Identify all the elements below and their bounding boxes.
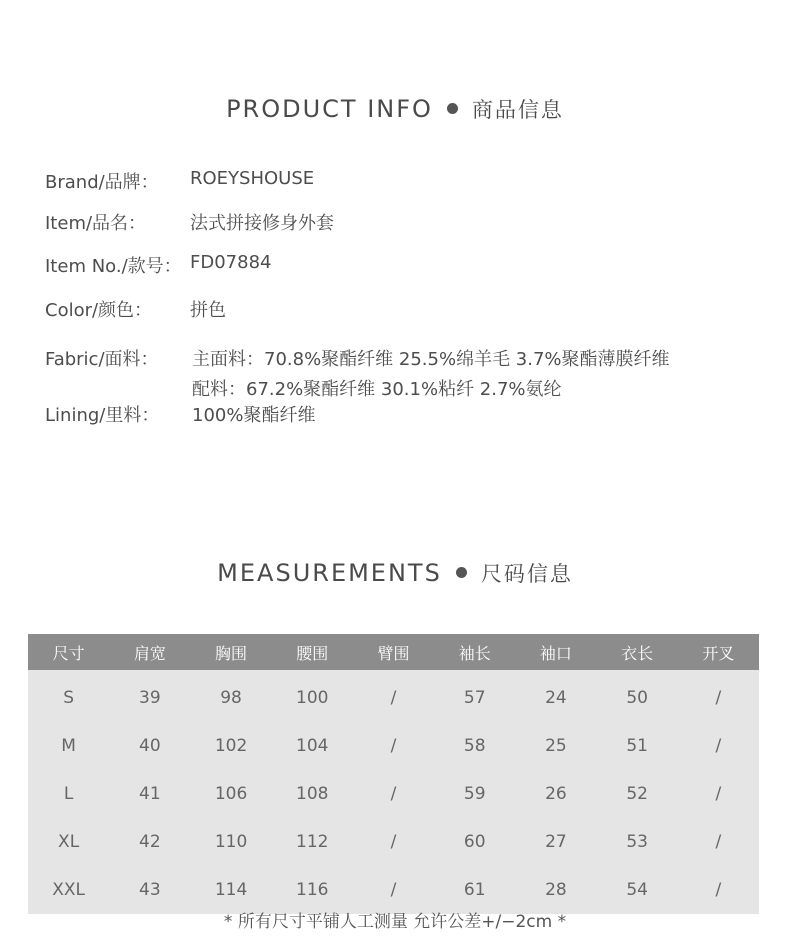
- table-cell: /: [353, 770, 434, 818]
- table-cell: XL: [28, 818, 109, 866]
- info-label: Item/品名：: [45, 213, 147, 234]
- measurements-title-en: MEASUREMENTS: [217, 559, 442, 587]
- measurements-title: [0, 558, 790, 588]
- table-cell: /: [678, 670, 759, 722]
- table-cell: 40: [109, 722, 190, 770]
- fabric-secondary: 配料：67.2%聚酯纤维 30.1%粘纤 2.7%氨纶: [192, 379, 562, 400]
- col-header-shoulder: 肩宽: [109, 634, 190, 670]
- table-row: [28, 818, 759, 866]
- table-cell: /: [353, 818, 434, 866]
- info-label: Fabric/面料：: [45, 349, 159, 370]
- table-cell: 57: [434, 670, 515, 722]
- measurement-note: * 所有尺寸平铺人工测量 允许公差+/−2cm *: [223, 912, 567, 932]
- table-row: [28, 722, 759, 770]
- table-cell: 24: [515, 670, 596, 722]
- info-label: Color/颜色：: [45, 300, 153, 321]
- table-cell: /: [678, 722, 759, 770]
- table-cell: 27: [515, 818, 596, 866]
- table-cell: 25: [515, 722, 596, 770]
- table-cell: 28: [515, 866, 596, 914]
- table-cell: 53: [597, 818, 678, 866]
- table-cell: M: [28, 722, 109, 770]
- info-label: Brand/品牌：: [45, 172, 159, 193]
- table-cell: 50: [597, 670, 678, 722]
- table-cell: 114: [190, 866, 271, 914]
- info-label: Lining/里料：: [45, 405, 160, 426]
- table-cell: /: [353, 866, 434, 914]
- col-header-chest: 胸围: [190, 634, 271, 670]
- measurements-title-cn: 尺码信息: [480, 562, 573, 586]
- table-cell: 61: [434, 866, 515, 914]
- table-cell: 104: [272, 722, 353, 770]
- col-header-length: 衣长: [597, 634, 678, 670]
- col-header-sleeve-length: 袖长: [434, 634, 515, 670]
- table-cell: /: [353, 722, 434, 770]
- table-cell: 60: [434, 818, 515, 866]
- table-cell: /: [678, 866, 759, 914]
- info-value: 100%聚酯纤维: [192, 405, 316, 426]
- table-cell: 102: [190, 722, 271, 770]
- info-value: 法式拼接修身外套: [190, 213, 334, 234]
- table-cell: L: [28, 770, 109, 818]
- table-cell: 54: [597, 866, 678, 914]
- table-cell: XXL: [28, 866, 109, 914]
- table-cell: 39: [109, 670, 190, 722]
- col-header-slit: 开叉: [678, 634, 759, 670]
- table-cell: 98: [190, 670, 271, 722]
- info-value: [192, 345, 670, 401]
- info-value: 拼色: [190, 300, 226, 321]
- col-header-size: 尺寸: [28, 634, 109, 670]
- product-info-title: [0, 94, 790, 124]
- table-row: [28, 670, 759, 722]
- table-cell: 116: [272, 866, 353, 914]
- table-cell: /: [678, 818, 759, 866]
- col-header-arm: 臂围: [353, 634, 434, 670]
- info-label: Item No./款号：: [45, 256, 182, 277]
- table-cell: 58: [434, 722, 515, 770]
- table-cell: S: [28, 670, 109, 722]
- table-cell: 100: [272, 670, 353, 722]
- table-cell: /: [678, 770, 759, 818]
- product-info-title-en: PRODUCT INFO: [226, 95, 433, 123]
- table-cell: 108: [272, 770, 353, 818]
- table-cell: 106: [190, 770, 271, 818]
- table-cell: 112: [272, 818, 353, 866]
- info-value: ROEYSHOUSE: [190, 168, 315, 189]
- fabric-main: 主面料：70.8%聚酯纤维 25.5%绵羊毛 3.7%聚酯薄膜纤维: [192, 349, 670, 370]
- bullet-dot-icon: [456, 567, 467, 578]
- info-value: FD07884: [190, 252, 272, 273]
- size-table: [28, 634, 759, 914]
- table-header-row: [28, 634, 759, 670]
- table-cell: 41: [109, 770, 190, 818]
- table-row: [28, 770, 759, 818]
- table-cell: /: [353, 670, 434, 722]
- bullet-dot-icon: [447, 103, 458, 114]
- table-cell: 42: [109, 818, 190, 866]
- table-cell: 52: [597, 770, 678, 818]
- col-header-cuff: 袖口: [515, 634, 596, 670]
- table-cell: 43: [109, 866, 190, 914]
- product-info-title-cn: 商品信息: [471, 98, 564, 122]
- table-cell: 26: [515, 770, 596, 818]
- table-cell: 59: [434, 770, 515, 818]
- table-cell: 110: [190, 818, 271, 866]
- table-cell: 51: [597, 722, 678, 770]
- col-header-waist: 腰围: [272, 634, 353, 670]
